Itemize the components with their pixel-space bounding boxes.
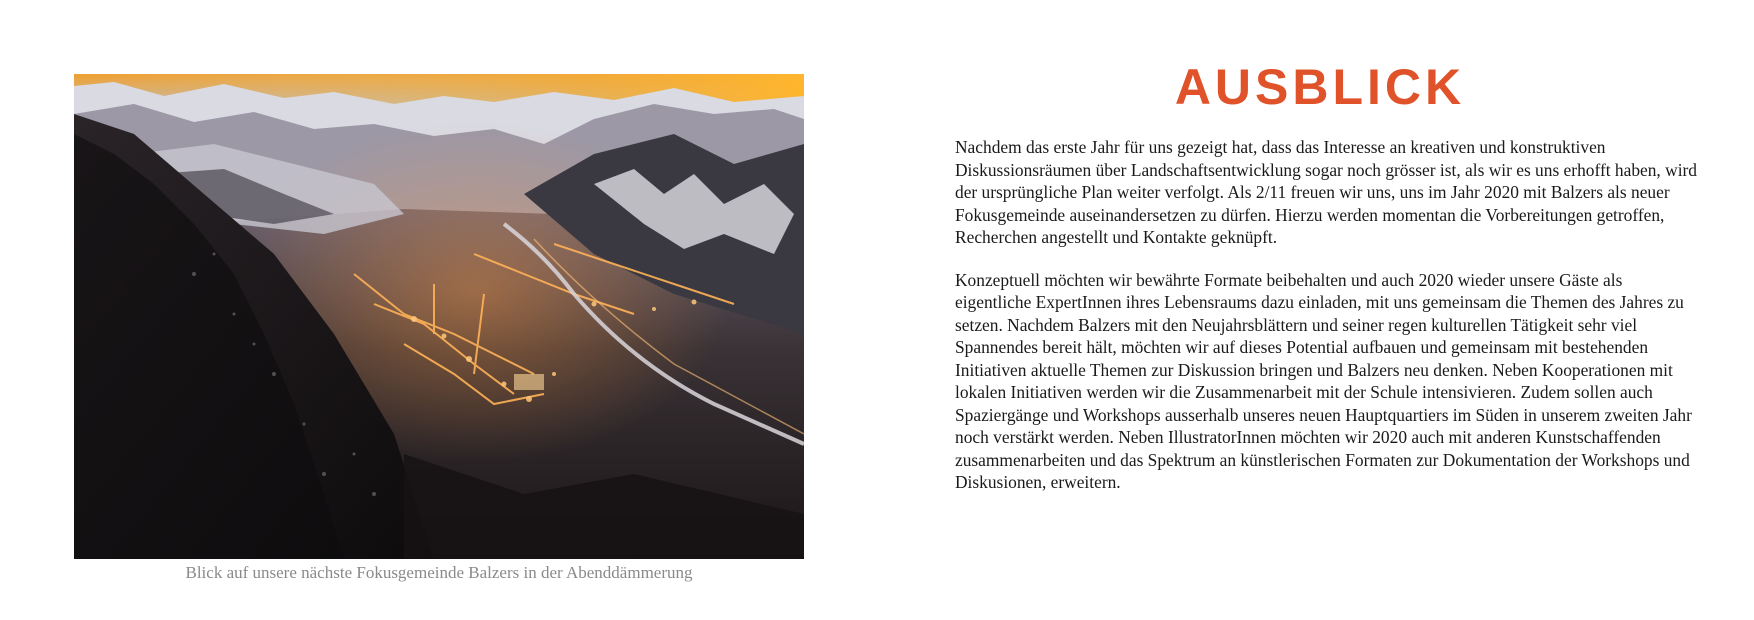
photo-caption: Blick auf unsere nächste Fokusgemeinde Balzers in der Abenddämmerung	[185, 563, 693, 582]
paragraph-1: Nachdem das erste Jahr für uns gezeigt hat, dass das Interesse an kreativen und konstruktiven Diskussionsräumen über Landschaftsentwicklung sogar noch grösser ist, als wir es uns erhofft haben, wird der ursprüngliche Plan weiter verfolgt. Als 2/11 freuen wir uns, uns im Jahr 2020 mit Balzers als neuer Fokusgemeinde auseinandersetzen zu dürfen. Hierzu werden momentan die Vorbereitungen getroffen, Recherchen angestellt und Kontakte geknüpft.	[955, 137, 1698, 247]
valley-photo-illustration	[74, 74, 804, 559]
paragraph-2: Konzeptuell möchten wir bewährte Formate beibehalten und auch 2020 wieder unsere Gäste als eigentliche ExpertInnen ihres Lebensraums dazu einladen, mit uns gemeinsam die Themen des Jahres zu setzen. Nachdem Balzers mit den Neujahrsblättern und seiner regen kulturellen Tätigkeit sehr viel Spannendes bereit hält, möchten wir auf dieses Potential aufbauen und gemeinsam mit bestehenden Initiativen aktuelle Themen zur Diskussion bringen und Balzers neu denken. Neben Kooperationen mit lokalen Initiativen werden wir die Zusammenarbeit mit der Schule intensivieren. Zudem sollen auch Spaziergänge und Workshops ausserhalb unseres neuen Hauptquartiers im Süden in unserem zweiten Jahr noch verstärkt werden. Neben IllustratorInnen möchten wir 2020 auch mit anderen Kunstschaffenden zusammenarbeiten und das Spektrum an künstlerischen Formaten zur Dokumentation der Workshops und Diskusionen, erweitern.	[955, 269, 1692, 492]
page-title: AUSBLICK	[1174, 59, 1466, 115]
article-body	[955, 136, 1700, 514]
valley-photo	[74, 74, 804, 559]
